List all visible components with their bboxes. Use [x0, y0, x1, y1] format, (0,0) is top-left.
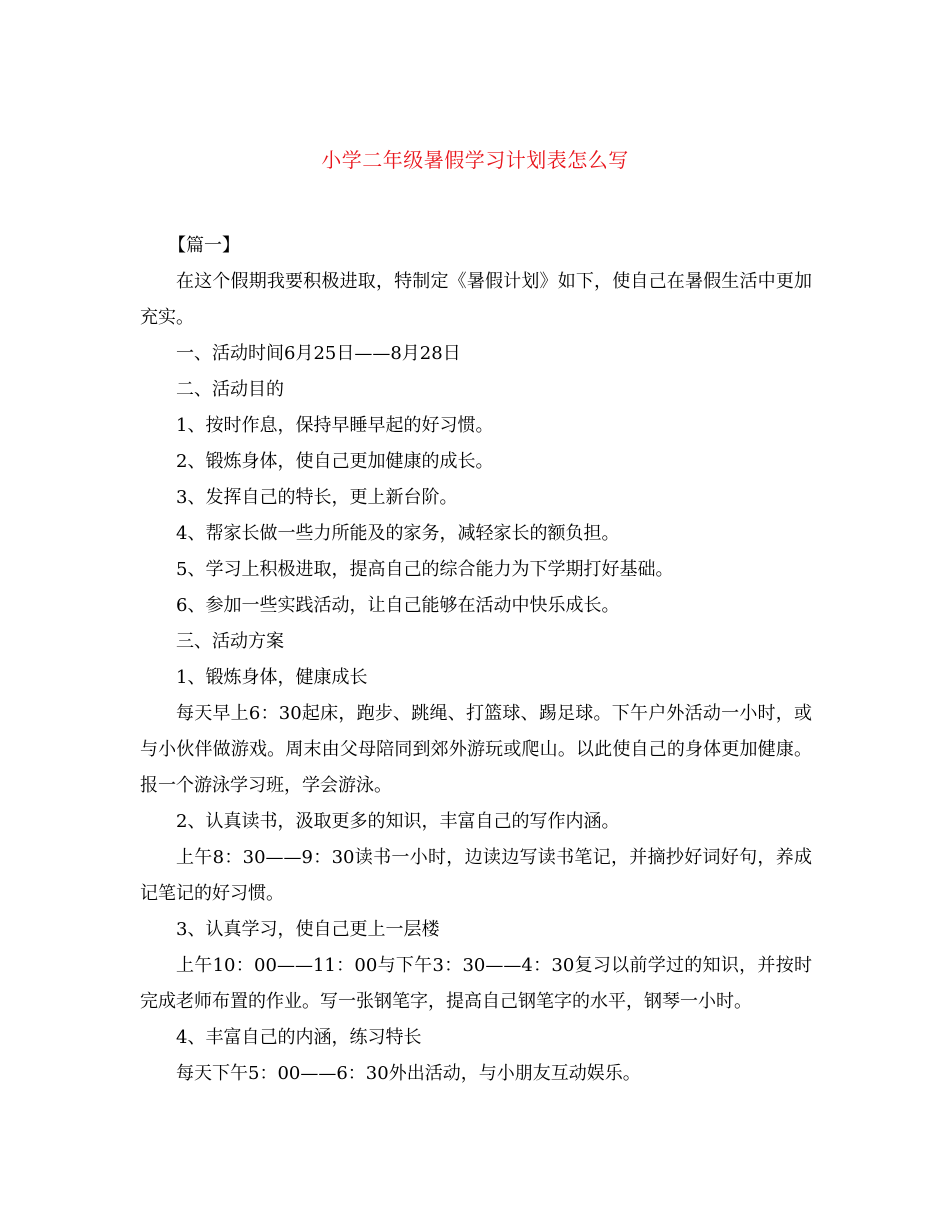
paragraph: 每天早上6：30起床，跑步、跳绳、打篮球、踢足球。下午户外活动一小时，或与小伙伴做游戏。周末由父母陪同到郊外游玩或爬山。以此使自己的身体更加健康。报一个游泳学习班，学会游泳。	[140, 703, 812, 796]
document-body	[140, 228, 812, 1092]
paragraph: 2、锻炼身体，使自己更加健康的成长。	[176, 451, 494, 472]
paragraph: 2、认真读书，汲取更多的知识，丰富自己的写作内涵。	[176, 811, 620, 832]
paragraph: 上午8：30——9：30读书一小时，边读边写读书笔记，并摘抄好词好句，养成记笔记的好习惯。	[140, 847, 812, 904]
paragraph: 4、丰富自己的内涵，练习特长	[176, 1027, 422, 1048]
paragraph: 4、帮家长做一些力所能及的家务，减轻家长的额负担。	[176, 523, 620, 544]
paragraph: 3、认真学习，使自己更上一层楼	[176, 919, 440, 940]
document-title: 小学二年级暑假学习计划表怎么写	[321, 148, 629, 172]
paragraph: 1、锻炼身体，健康成长	[176, 667, 368, 688]
paragraph: 3、发挥自己的特长，更上新台阶。	[176, 487, 458, 508]
section-label: 【篇一】	[168, 235, 240, 256]
paragraph: 在这个假期我要积极进取，特制定《暑假计划》如下，使自己在暑假生活中更加充实。	[140, 271, 812, 328]
paragraph: 上午10：00——11：00与下午3：30——4：30复习以前学过的知识，并按时完成老师布置的作业。写一张钢笔字，提高自己钢笔字的水平，钢琴一小时。	[140, 955, 812, 1012]
paragraph: 1、按时作息，保持早睡早起的好习惯。	[176, 415, 494, 436]
paragraph: 6、参加一些实践活动，让自己能够在活动中快乐成长。	[176, 595, 620, 616]
paragraph: 5、学习上积极进取，提高自己的综合能力为下学期打好基础。	[176, 559, 674, 580]
paragraph: 一、活动时间6月25日——8月28日	[176, 343, 461, 364]
paragraph: 三、活动方案	[176, 631, 284, 652]
paragraph: 二、活动目的	[176, 379, 284, 400]
paragraph: 每天下午5：00——6：30外出活动，与小朋友互动娱乐。	[176, 1063, 641, 1084]
